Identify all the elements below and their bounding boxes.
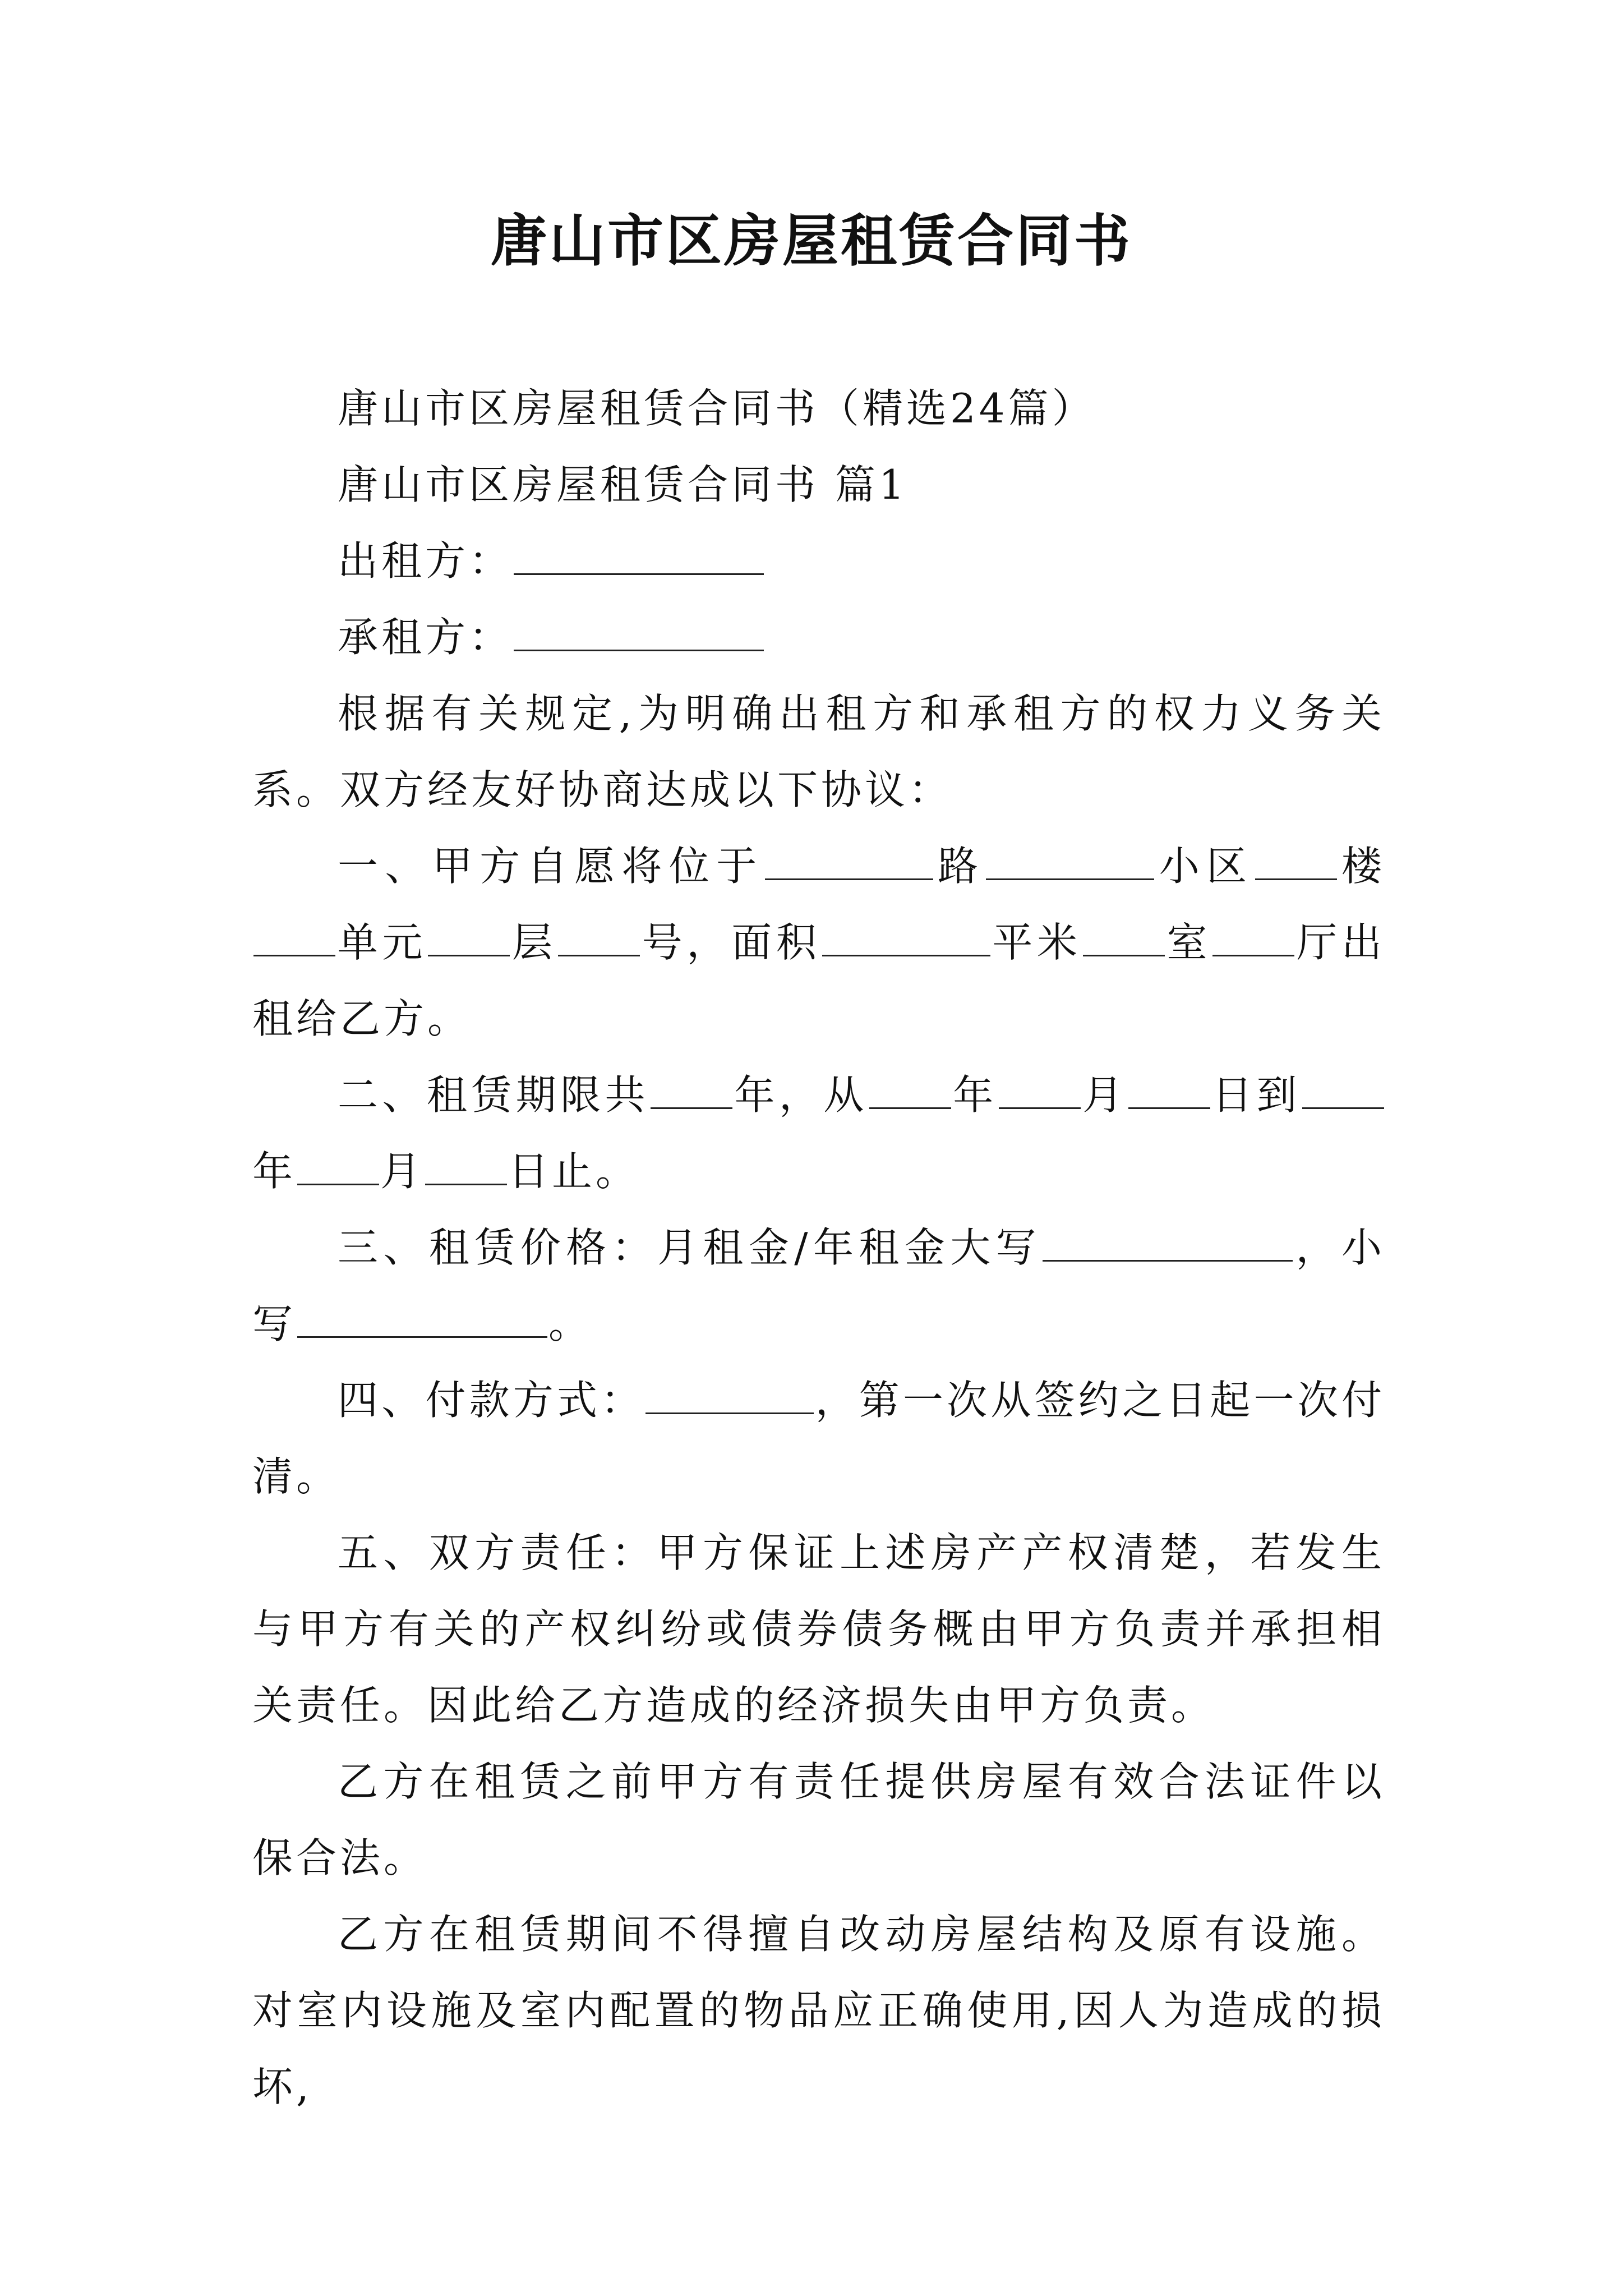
clause-text: 厅出租给乙方。 <box>252 919 1385 1042</box>
document-body <box>252 370 1385 2125</box>
clause-text: ，第一次从签约之日起一次付清。 <box>252 1377 1385 1500</box>
building-blank <box>1255 871 1337 880</box>
number-blank <box>558 947 640 956</box>
clause-4-payment <box>252 1362 1385 1515</box>
start-year-blank <box>869 1099 951 1109</box>
clause-text: 小区 <box>1155 843 1254 890</box>
clause-text: 日止。 <box>508 1148 640 1195</box>
lessee-label: 承租方： <box>338 614 513 661</box>
lessee-line <box>252 599 1385 675</box>
clause-3-price <box>252 1209 1385 1362</box>
end-year-blank <box>1302 1099 1384 1109</box>
doc-subtitle: 唐山市区房屋租赁合同书（精选24篇） <box>338 385 1096 432</box>
road-blank <box>765 871 933 880</box>
lessor-label: 出租方： <box>338 537 513 585</box>
lessee-blank <box>514 642 764 651</box>
clause-2-term <box>252 1057 1385 1209</box>
clause-text: 月 <box>1081 1071 1127 1119</box>
clause-text: 二、租赁期限共 <box>338 1071 650 1119</box>
section-heading: 唐山市区房屋租赁合同书 篇1 <box>338 461 908 508</box>
clause-text: 日到 <box>1211 1071 1301 1119</box>
clause-text: 年 <box>952 1071 998 1119</box>
community-blank <box>986 871 1154 880</box>
halls-blank <box>1212 947 1294 956</box>
price-words-blank <box>1043 1252 1293 1262</box>
clause-text: 平米 <box>991 919 1082 966</box>
start-month-blank <box>999 1099 1081 1109</box>
area-blank <box>822 947 990 956</box>
clause-text: 四、付款方式： <box>338 1377 645 1424</box>
clause-5-responsibilities: 五、双方责任：甲方保证上述房产产权清楚，若发生与甲方有关的产权纠纷或债券债务概由甲方负责并承担相关责任。因此给乙方造成的经济损失由甲方负责。 <box>252 1529 1385 1729</box>
start-day-blank <box>1128 1099 1210 1109</box>
end-month-blank <box>297 1176 379 1185</box>
clause-text: 年，从 <box>734 1071 868 1119</box>
price-figures-blank <box>297 1328 547 1338</box>
rooms-blank <box>1083 947 1165 956</box>
clause-text: 年 <box>252 1148 297 1195</box>
end-day-blank <box>425 1176 507 1185</box>
clause-text: 一、甲方自愿将位于 <box>338 843 764 890</box>
lessor-line <box>252 523 1385 599</box>
document-title: 唐山市区房屋租赁合同书 <box>491 208 1132 274</box>
clause-text: 三、租赁价格：月租金/年租金大写 <box>338 1224 1042 1271</box>
lessor-blank <box>514 565 764 575</box>
floor-blank <box>428 947 510 956</box>
clause-text: 月 <box>380 1148 425 1195</box>
clause-text: 号，面积 <box>640 919 821 966</box>
clause-text: 单元 <box>336 919 427 966</box>
clause-text: ，小写 <box>252 1224 1385 1347</box>
clause-5-paragraph-3: 乙方在租赁期间不得擅自改动房屋结构及原有设施。对室内设施及室内配置的物品应正确使用,因人为造成的损坏, <box>252 1911 1385 2110</box>
clause-text: 路 <box>934 843 985 890</box>
clause-1-premises <box>252 828 1385 1057</box>
payment-method-blank <box>645 1405 814 1414</box>
clause-5-paragraph-2: 乙方在租赁之前甲方有责任提供房屋有效合法证件以保合法。 <box>252 1758 1385 1881</box>
clause-text: 。 <box>548 1300 593 1347</box>
clause-text: 层 <box>511 919 557 966</box>
preamble-paragraph: 根据有关规定,为明确出租方和承租方的权力义务关系。双方经友好协商达成以下协议： <box>252 690 1385 813</box>
unit-blank <box>253 947 335 956</box>
clause-text: 室 <box>1165 919 1212 966</box>
clause-text: 楼 <box>1338 843 1385 890</box>
years-blank <box>651 1099 732 1109</box>
